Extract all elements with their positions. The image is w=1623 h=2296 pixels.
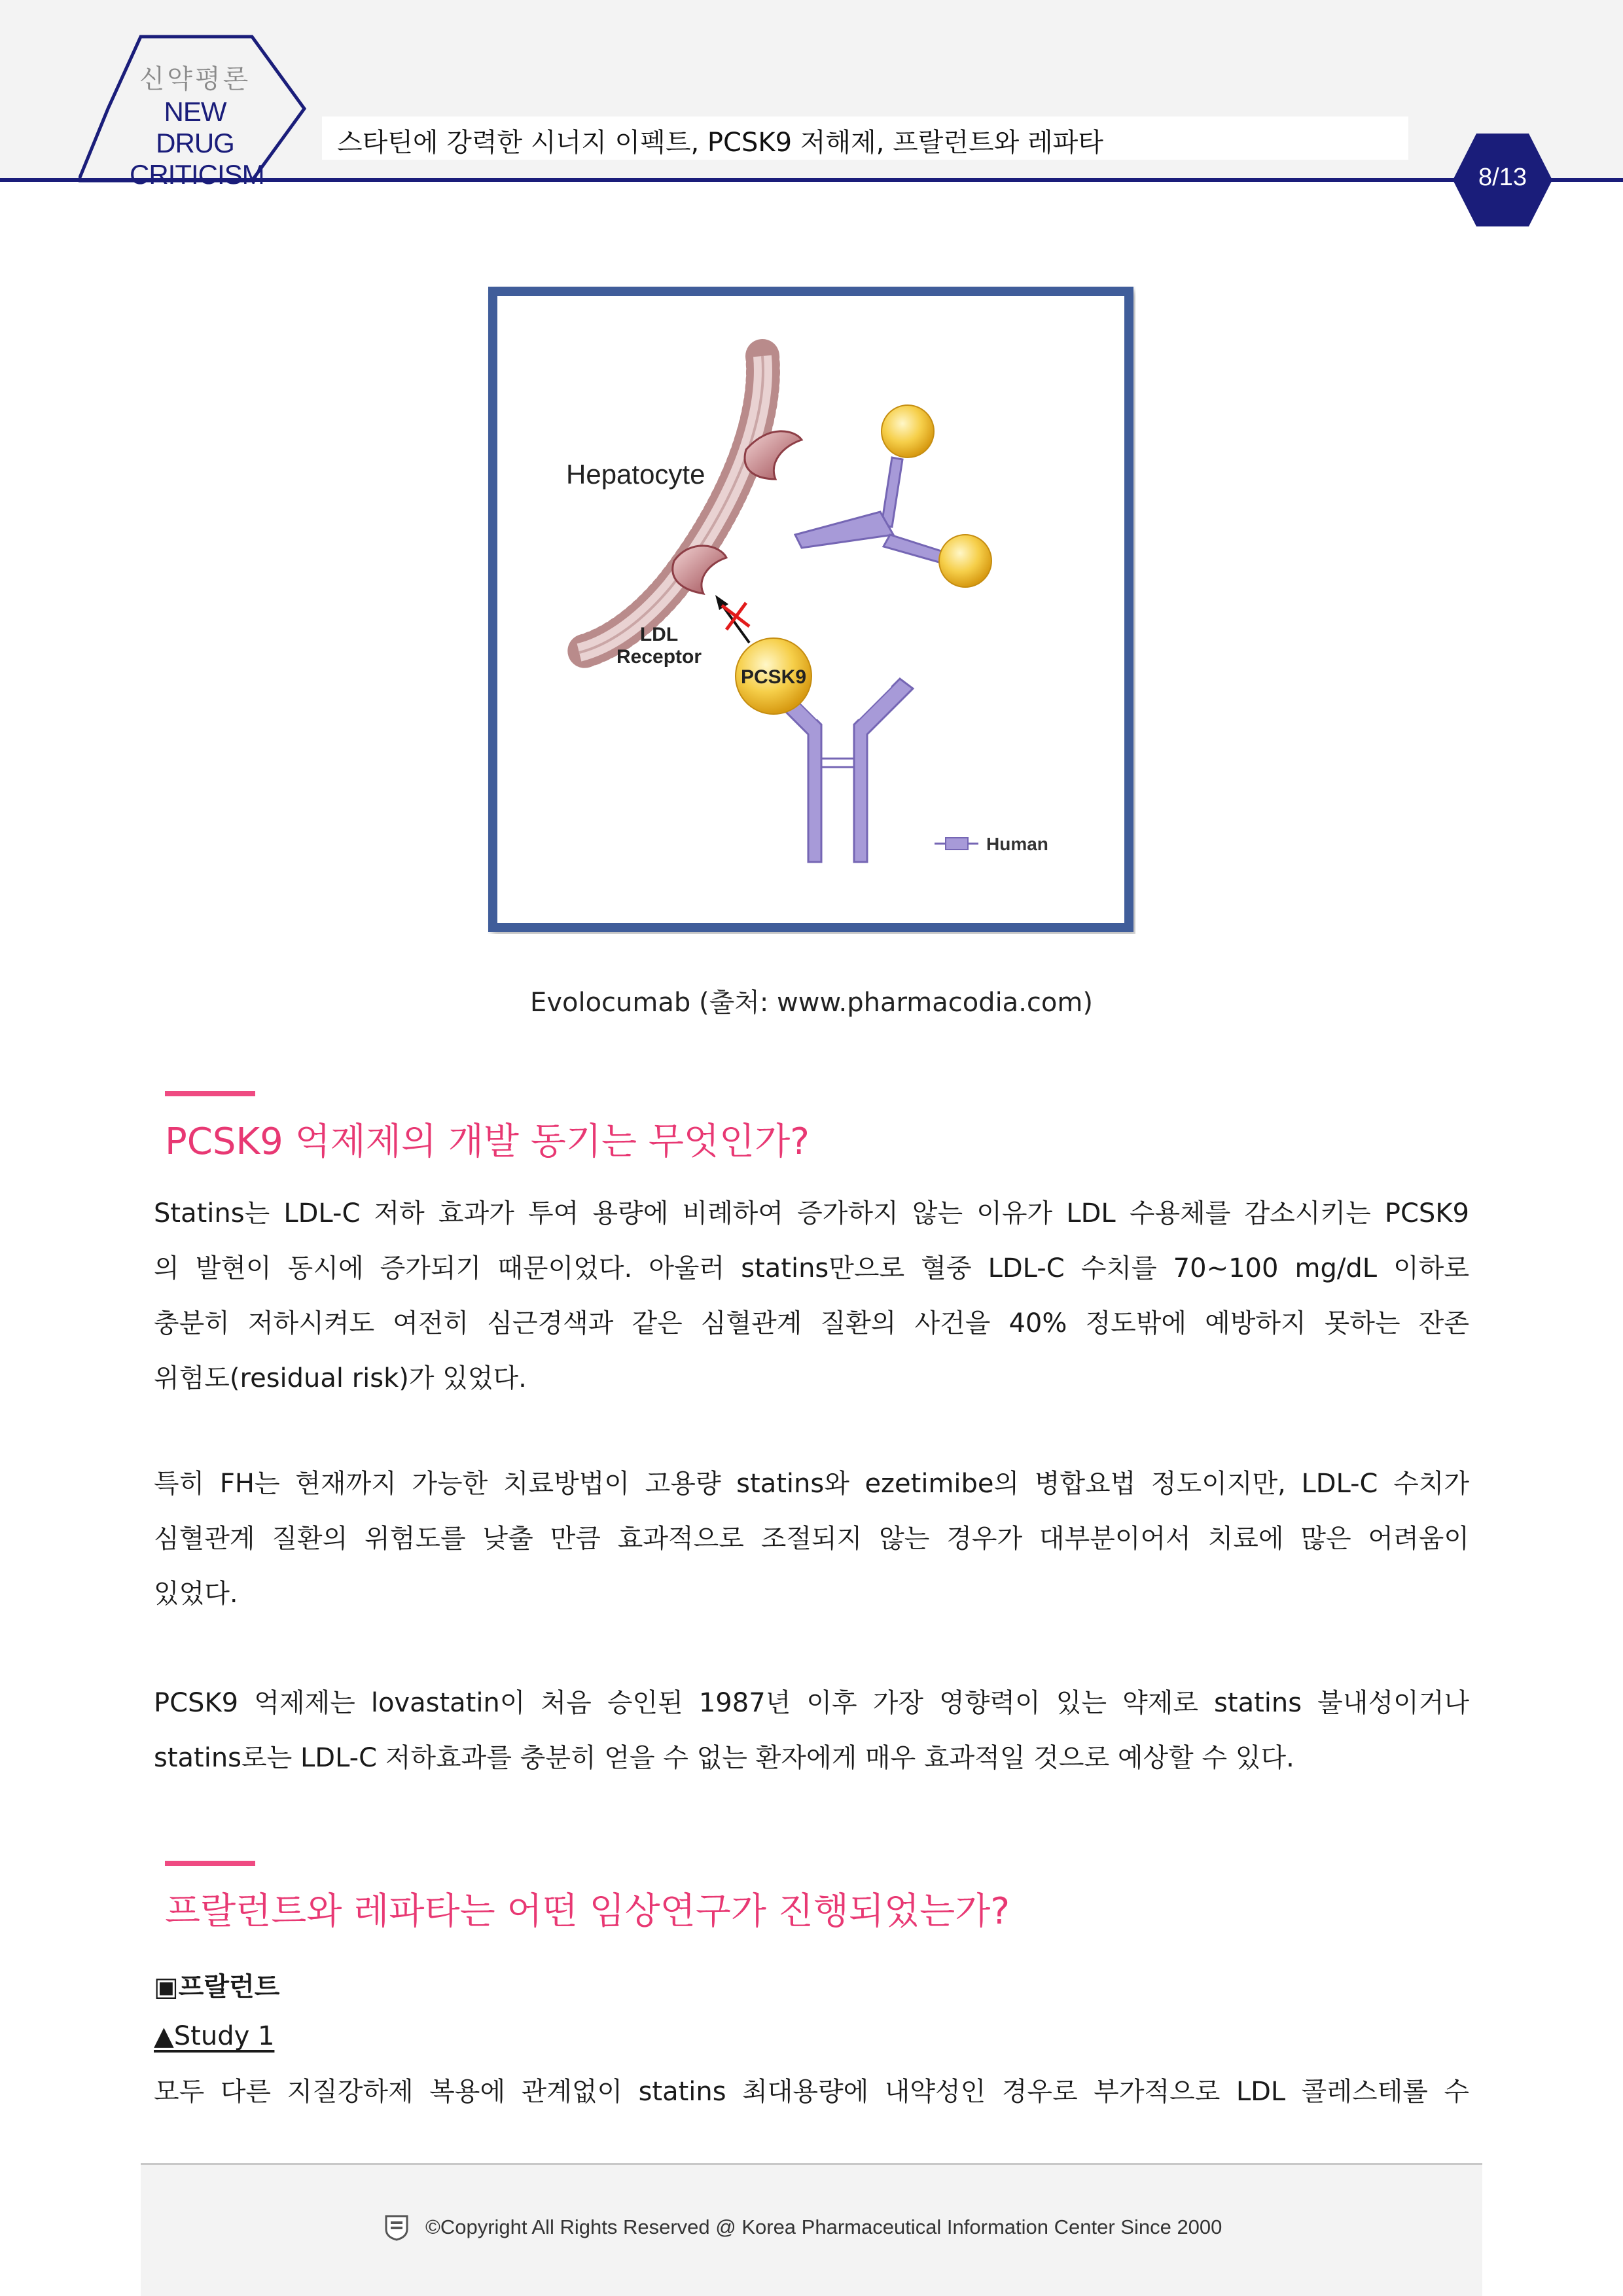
paragraph-3: [154, 1676, 1469, 1785]
section-title-pcsk9-motivation: PCSK9 억제제의 개발 동기는 무엇인가?: [165, 1121, 810, 1163]
text-line: Statins는 LDL-C 저하 효과가 투여 용량에 비례하여 증가하지 않는 이유가 LDL 수용체를 감소시키는 PCSK9: [154, 1198, 1469, 1229]
text-line: 특히 FH는 현재까지 가능한 치료방법이 고용량 statins와 ezetimibe의 병합요법 정도이지만, LDL-C 수치가: [154, 1469, 1469, 1499]
text-line: 위험도(residual risk)가 있었다.: [154, 1363, 527, 1393]
text-line: 의 발현이 동시에 증가되기 때문이었다. 아울러 statins만으로 혈중 LDL-C 수치를 70~100 mg/dL 이하로: [154, 1253, 1469, 1283]
paragraph-2: [154, 1456, 1469, 1621]
text-line: 있었다.: [154, 1579, 238, 1609]
logo-english-line2: CRITICISM: [130, 159, 264, 190]
hepatocyte-label: Hepatocyte: [566, 459, 705, 490]
ldl-label: LDL: [639, 624, 679, 645]
paragraph-1: [154, 1186, 1469, 1406]
text-line: 심혈관계 질환의 위험도를 낮출 만큼 효과적으로 조절되지 않는 경우가 대부분이어서 치료에 많은 어려움이: [154, 1524, 1469, 1554]
subheading-praluent: ▣프랄런트: [154, 1972, 280, 2002]
text-line: 모두 다른 지질강하제 복용에 관계없이 statins 최대용량에 내약성인 경우로 부가적으로 LDL 콜레스테롤 수: [154, 2077, 1469, 2107]
receptor-label: Receptor: [616, 646, 702, 668]
kpic-emblem-icon: [383, 2212, 410, 2241]
logo-korean: 신약평론: [139, 64, 251, 94]
footer-copyright: ©Copyright All Rights Reserved @ Korea Pharmaceutical Information Center Since 2000: [425, 2215, 1222, 2238]
study-heading: ▲Study 1: [154, 2021, 275, 2051]
paragraph-study1: [154, 2064, 1469, 2119]
page-number: 8/13: [1478, 164, 1527, 191]
pcsk9-small-icon: [882, 405, 934, 457]
header-title: 스타틴에 강력한 시너지 이펙트, PCSK9 저해제, 프랄런트와 레파타: [337, 128, 1103, 158]
text-line: statins로는 LDL-C 저하효과를 충분히 얻을 수 없는 환자에게 매우 효과적일 것으로 예상할 수 있다.: [154, 1743, 1294, 1773]
section-accent-bar: [165, 1091, 255, 1096]
logo-english-line1: NEW DRUG: [156, 96, 234, 158]
section-accent-bar: [165, 1861, 255, 1866]
section-title-clinical-studies: 프랄런트와 레파타는 어떤 임상연구가 진행되었는가?: [165, 1890, 1010, 1933]
figure-caption: Evolocumab (출처: www.pharmacodia.com): [530, 988, 1093, 1018]
legend-human-label: Human: [986, 834, 1048, 854]
pcsk9-small-icon: [939, 535, 991, 587]
text-line: 충분히 저하시켜도 여전히 심근경색과 같은 심혈관계 질환의 사건을 40% 정도밖에 예방하지 못하는 잔존: [154, 1308, 1469, 1338]
evolocumab-figure: [488, 286, 1135, 934]
text-line: PCSK9 억제제는 lovastatin이 처음 승인된 1987년 이후 가장 영향력이 있는 약제로 statins 불내성이거나: [154, 1688, 1469, 1718]
pcsk9-label: PCSK9: [740, 666, 807, 688]
logo: [130, 62, 264, 190]
